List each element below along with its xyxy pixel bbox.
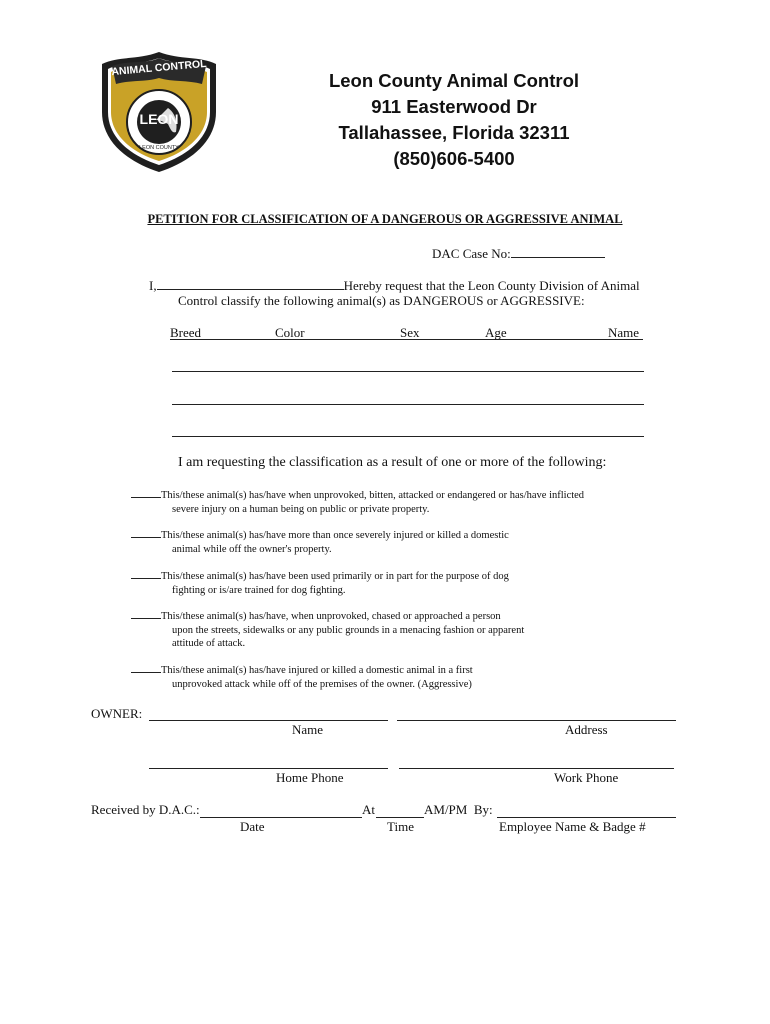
received-label: Received by D.A.C.:	[91, 802, 200, 817]
org-name: Leon County Animal Control	[328, 70, 580, 91]
case-number-field[interactable]	[432, 245, 605, 262]
reason-4: This/these animal(s) has/have, when unprovoked, chased or approached a person upon the streets, sidewalks or any public grounds in a menacing fashion or apparent attitude of attack.	[131, 609, 524, 651]
reason-3-checkbox-line[interactable]	[131, 569, 161, 579]
org-street: 911 Easterwood Dr	[371, 96, 537, 117]
time-label: Time	[387, 819, 414, 834]
employee-label: Employee Name & Badge #	[499, 819, 646, 834]
animal-row-2-field[interactable]	[172, 404, 644, 405]
reason-1: This/these animal(s) has/have when unprovoked, bitten, attacked or endangered or has/have inflicted severe injury on a human being on public or private property.	[131, 488, 584, 516]
owner-name-label: Name	[292, 722, 324, 737]
animal-row-3-field[interactable]	[172, 436, 644, 437]
requester-line	[149, 277, 640, 294]
request-text-1: Hereby request that the Leon County Division of Animal	[343, 278, 640, 293]
column-name: Name	[608, 325, 640, 340]
owner-address-label: Address	[565, 722, 608, 737]
at-label: At	[362, 802, 375, 817]
reason-4-checkbox-line[interactable]	[131, 609, 161, 619]
column-age: Age	[485, 325, 507, 340]
received-time-field[interactable]	[376, 817, 424, 818]
org-phone: (850)606-5400	[393, 148, 515, 169]
reason-3: This/these animal(s) has/have been used primarily or in part for the purpose of dog fighting or is/are trained for dog fighting.	[131, 569, 509, 597]
owner-address-field[interactable]	[397, 720, 676, 721]
logo-top-text: ANIMAL CONTROL	[110, 57, 208, 79]
form-title: PETITION FOR CLASSIFICATION OF A DANGEROUS OR AGGRESSIVE ANIMAL	[147, 212, 623, 226]
work-phone-label: Work Phone	[554, 770, 619, 785]
reason-1-checkbox-line[interactable]	[131, 488, 161, 498]
reason-5: This/these animal(s) has/have injured or killed a domestic animal in a first unprovoked attack while off of the premises of the owner. (Aggressive)	[131, 663, 473, 691]
requester-name-field[interactable]	[157, 277, 344, 290]
reasons-intro: I am requesting the classification as a result of one or more of the following:	[178, 455, 607, 470]
reason-2: This/these animal(s) has/have more than once severely injured or killed a domestic animal while off the owner's property.	[131, 528, 509, 556]
request-text-2: Control classify the following animal(s) as DANGEROUS or AGGRESSIVE:	[178, 293, 585, 308]
received-date-field[interactable]	[200, 817, 362, 818]
column-sex: Sex	[400, 325, 420, 340]
animal-row-1-field[interactable]	[172, 371, 644, 372]
org-city: Tallahassee, Florida 32311	[338, 122, 570, 143]
logo-center-text: LEON	[139, 111, 179, 127]
home-phone-field[interactable]	[149, 768, 388, 769]
work-phone-field[interactable]	[399, 768, 674, 769]
case-number-label: DAC Case No:	[432, 246, 511, 261]
employee-field[interactable]	[497, 817, 676, 818]
column-color: Color	[275, 325, 305, 340]
column-breed: Breed	[170, 325, 202, 340]
date-label: Date	[240, 819, 265, 834]
owner-name-field[interactable]	[149, 720, 388, 721]
owner-label: OWNER:	[91, 706, 143, 721]
reason-5-checkbox-line[interactable]	[131, 663, 161, 673]
home-phone-label: Home Phone	[276, 770, 344, 785]
reason-2-checkbox-line[interactable]	[131, 528, 161, 538]
logo-ring-text: LEON COUNTY	[139, 145, 179, 151]
requester-prefix: I,	[149, 278, 157, 293]
ampm-by-label: AM/PM By:	[424, 802, 493, 817]
animal-control-logo	[98, 50, 220, 174]
